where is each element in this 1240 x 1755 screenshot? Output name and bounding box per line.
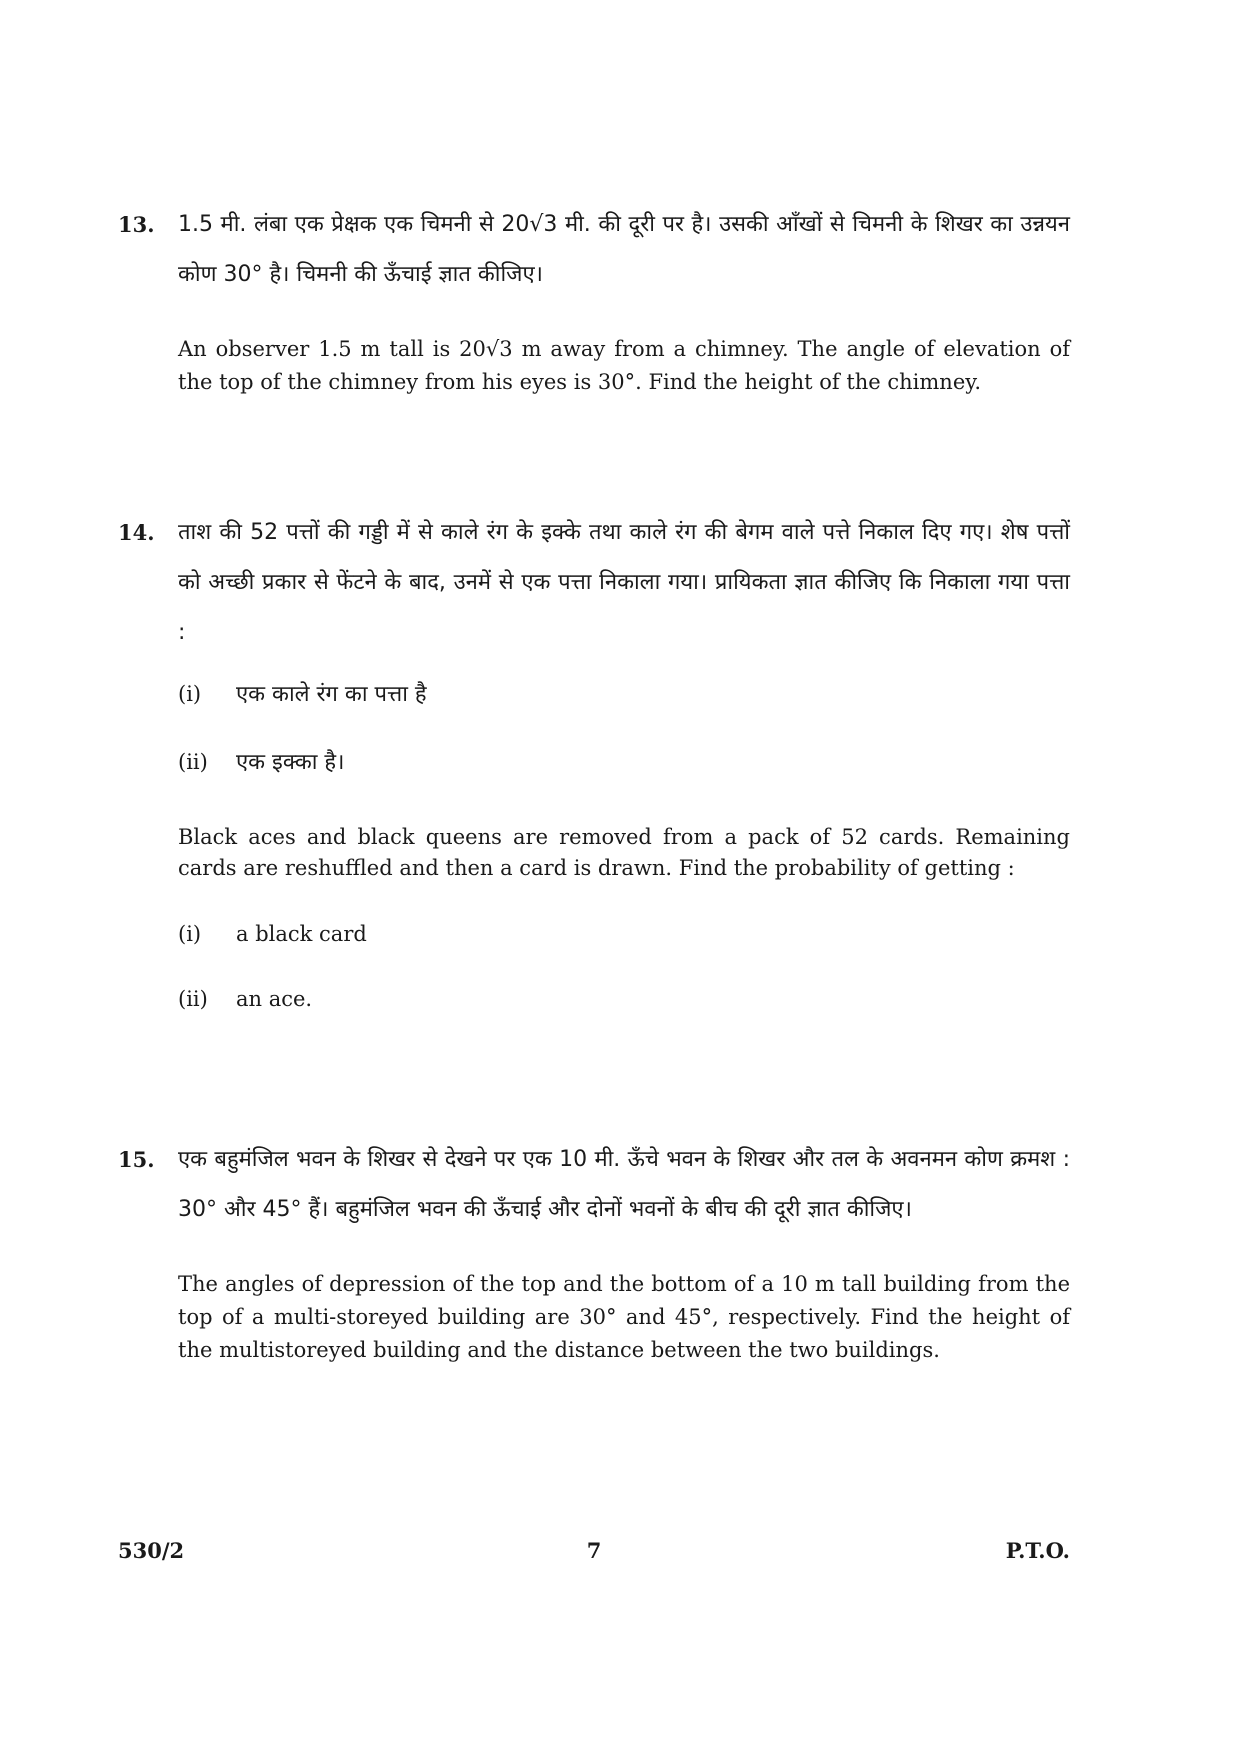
part-text: एक काले रंग का पत्ता है	[236, 682, 427, 707]
english-part-i	[178, 922, 1070, 954]
part-text: a black card	[236, 922, 367, 946]
part-label: (ii)	[178, 987, 208, 1011]
question-text-english: An observer 1.5 m tall is 20√3 m away from a chimney. The angle of elevation of the top of the chimney from his eyes is 30°. Find the height of the chimney.	[178, 337, 1070, 394]
question-13	[118, 200, 1070, 399]
part-label: (i)	[178, 922, 202, 946]
question-number: 13.	[118, 212, 155, 237]
question-14	[118, 508, 1070, 1019]
question-text-english: Black aces and black queens are removed from a pack of 52 cards. Remaining cards are reshuffled and then a card is drawn. Find the probability of getting :	[178, 825, 1070, 880]
part-text: an ace.	[236, 987, 313, 1011]
question-15	[118, 1135, 1070, 1367]
english-part-ii	[178, 987, 1070, 1019]
pto-label: P.T.O.	[1005, 1538, 1070, 1563]
question-text-hindi: 1.5 मी. लंबा एक प्रेक्षक एक चिमनी से 20√3 मी. की दूरी पर है। उसकी आँखों से चिमनी के शिखर का उन्नयन कोण 30° है। चिमनी की ऊँचाई ज्ञात कीजिए।	[178, 212, 1070, 287]
part-text: एक इक्का है।	[236, 750, 345, 775]
question-number: 15.	[118, 1147, 155, 1172]
question-text-hindi: एक बहुमंजिल भवन के शिखर से देखने पर एक 10 मी. ऊँचे भवन के शिखर और तल के अवनमन कोण क्रमश : 30° और 45° हैं। बहुमंजिल भवन की ऊँचाई और दोनों भवनों के बीच की दूरी ज्ञात कीजिए।	[178, 1147, 1070, 1222]
hindi-part-ii	[178, 746, 1070, 796]
question-number: 14.	[118, 520, 155, 545]
paper-code: 530/2	[118, 1538, 185, 1563]
part-label: (ii)	[178, 750, 208, 774]
question-text-hindi: ताश की 52 पत्तों की गड्डी में से काले रंग के इक्के तथा काले रंग की बेगम वाले पत्ते निकाल दिए गए। शेष पत्तों को अच्छी प्रकार से फेंटने के बाद, उनमें से एक पत्ता निकाला गया। प्रायिकता ज्ञात कीजिए कि निकाला गया पत्ता :	[178, 520, 1070, 645]
page-footer	[118, 1538, 1070, 1568]
page-number: 7	[586, 1538, 602, 1563]
question-text-english: The angles of depression of the top and the bottom of a 10 m tall building from the top of a multi-storeyed building are 30° and 45°, respectively. Find the height of the multistoreyed building and the distance between the two buildings.	[178, 1272, 1070, 1362]
part-label: (i)	[178, 682, 202, 706]
hindi-part-i	[178, 678, 1070, 728]
